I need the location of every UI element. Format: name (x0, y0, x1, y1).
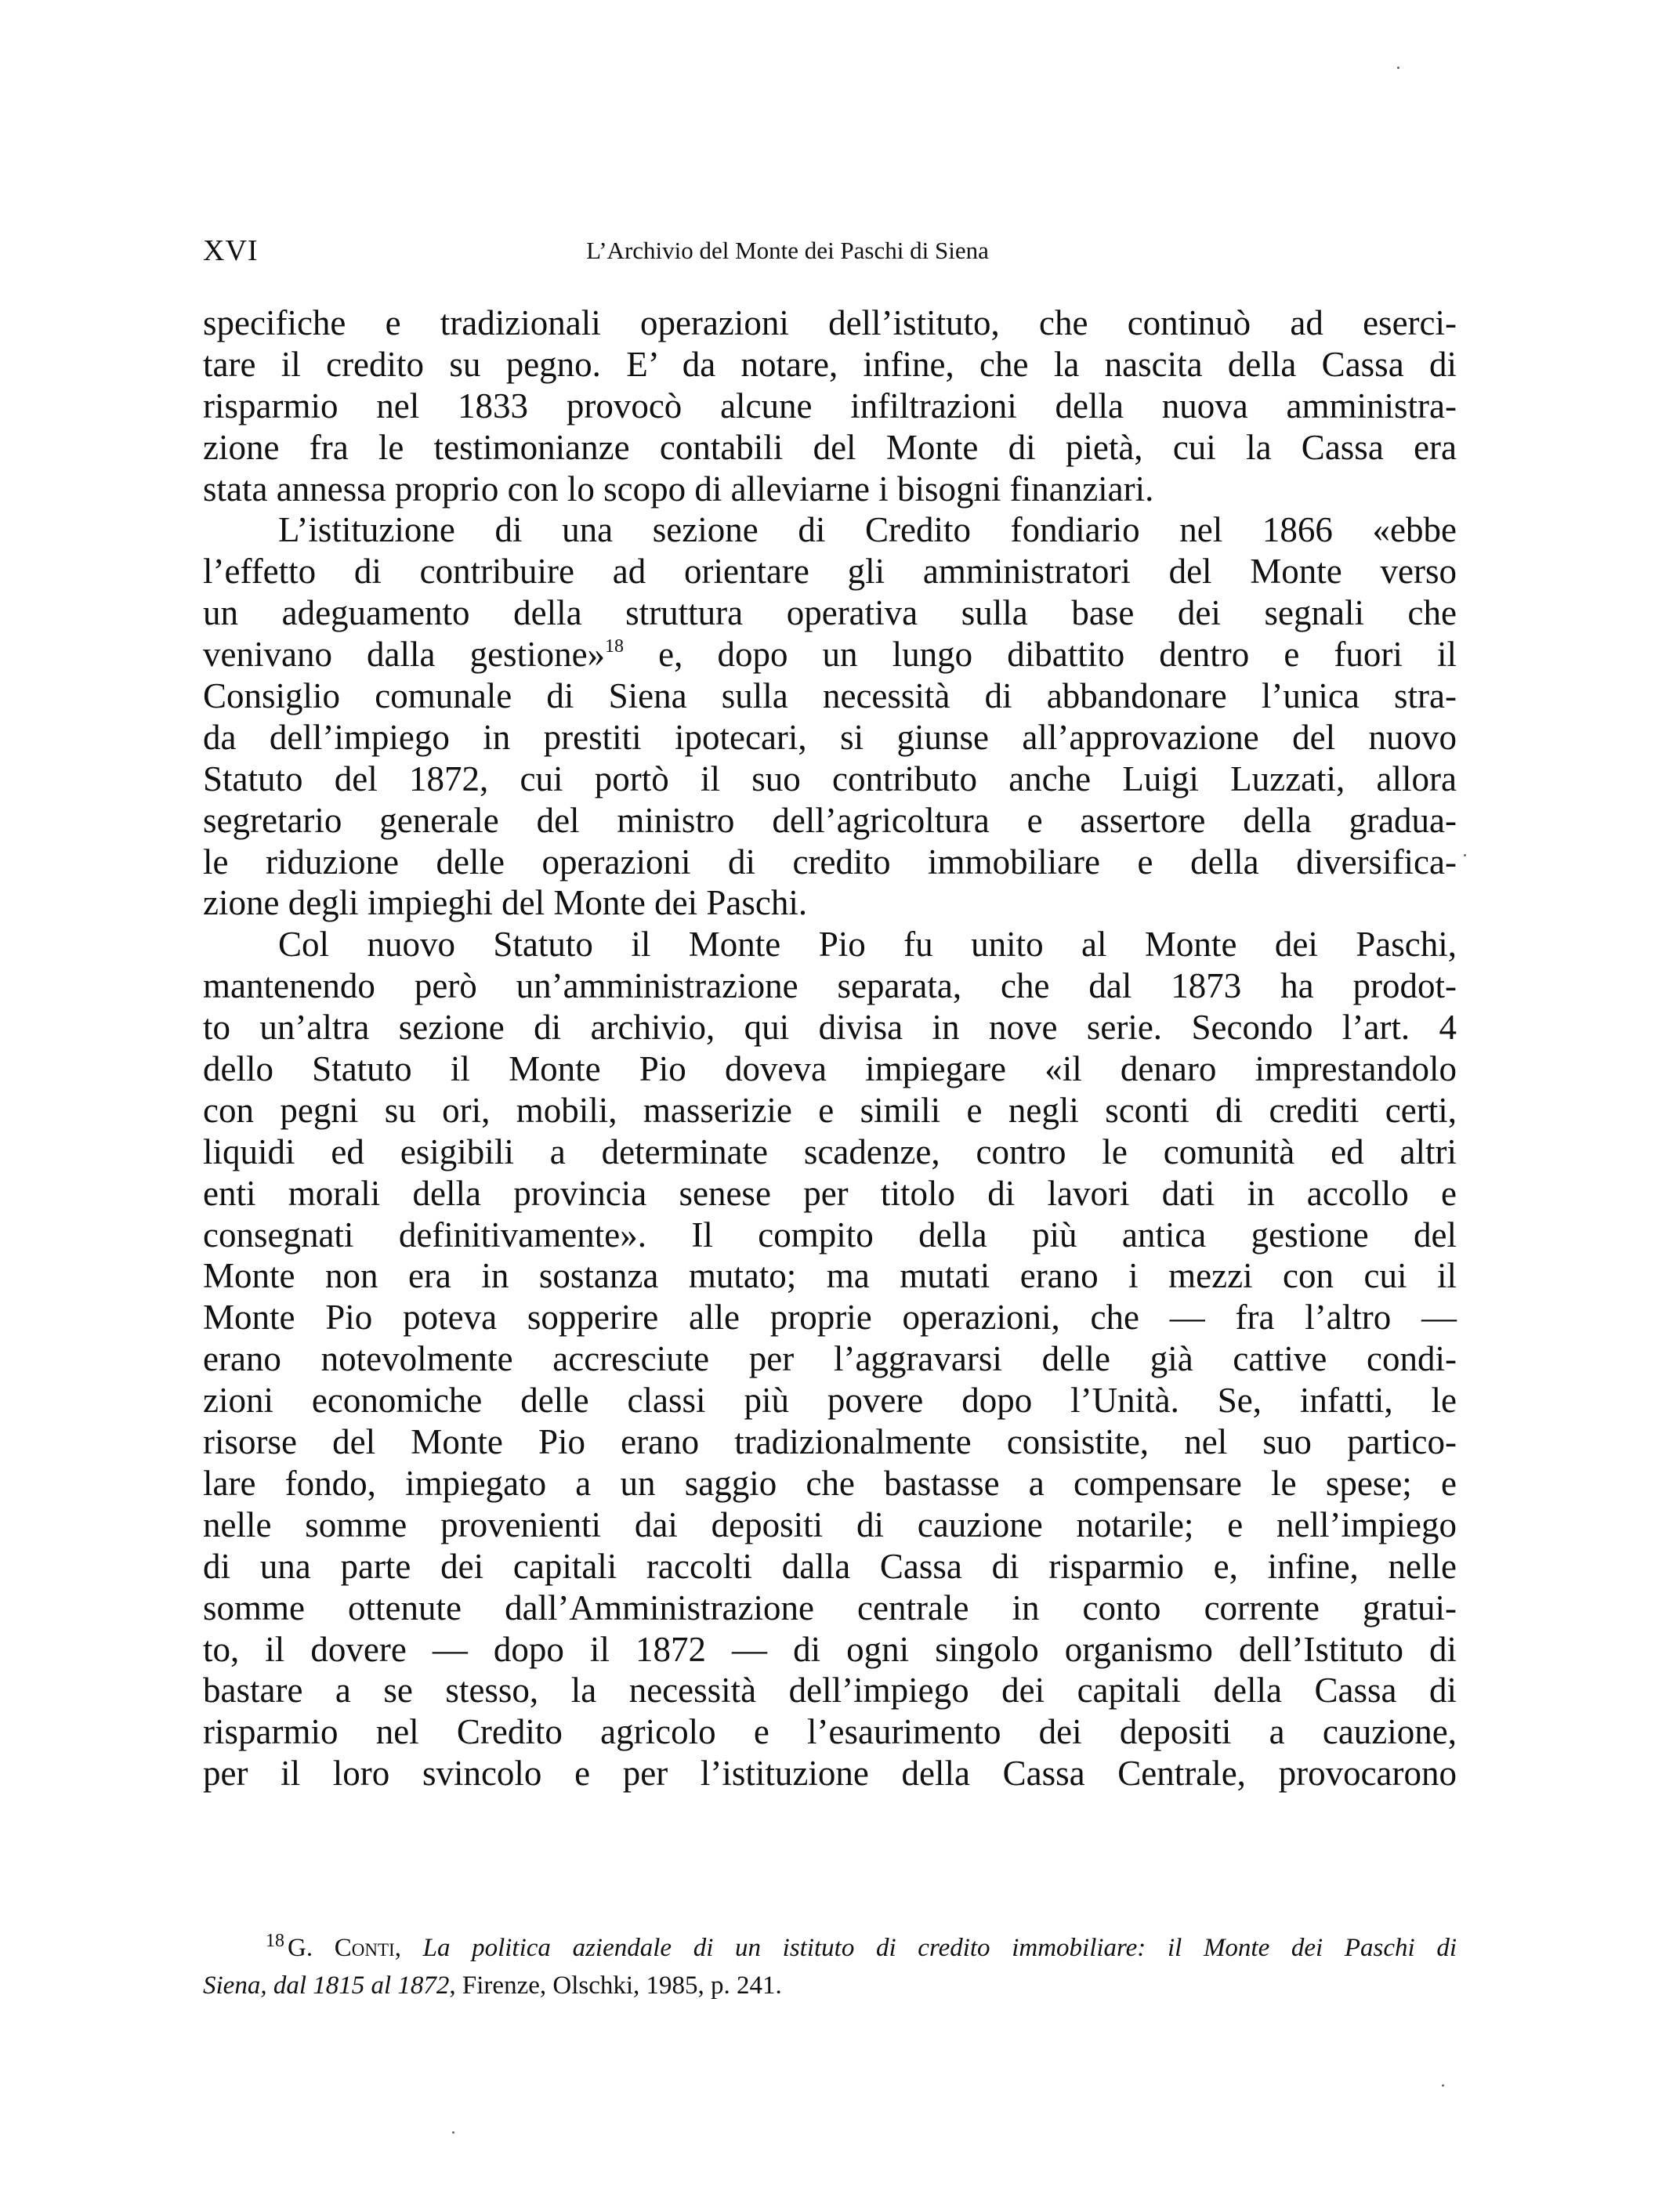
page-number: XVI (203, 234, 259, 267)
text-line: Statuto del 1872, cui portò il suo contributo anche Luigi Luzzati, allora (203, 758, 1457, 798)
footnote (203, 1929, 1457, 2004)
footnote-author-initial: G. (288, 1934, 335, 1962)
text-line: erano notevolmente accresciute per l’aggravarsi delle già cattive condi- (203, 1339, 1457, 1379)
text-line: liquidi ed esigibili a determinate scadenze, contro le comunità ed altri (203, 1131, 1457, 1171)
text-line: zione fra le testimonianze contabili del Monte di pietà, cui la Cassa era (203, 427, 1457, 467)
footnote-line (203, 1967, 1457, 2004)
text-segment: venivano dalla gestione» (203, 635, 606, 675)
footnote-title: La politica aziendale di un istituto di credito immobiliare: il Monte dei Paschi di (422, 1934, 1457, 1962)
footnote-reference[interactable]: 18 (605, 636, 625, 657)
running-head-title: L’Archivio del Monte dei Paschi di Siena (586, 237, 989, 264)
text-line: somme ottenute dall’Amministrazione centrale in conto corrente gratui- (203, 1588, 1457, 1627)
text-line: Consiglio comunale di Siena sulla necessità di abbandonare l’unica stra- (203, 676, 1457, 716)
body-text (203, 302, 1457, 1794)
text-line: dello Statuto il Monte Pio doveva impiegare «il denaro imprestandolo (203, 1049, 1457, 1089)
footnote-publication: , Firenze, Olschki, 1985, p. 241. (449, 1971, 782, 2000)
footnote-number: 18 (266, 1931, 284, 1951)
text-line: zioni economiche delle classi più povere dopo l’Unità. Se, infatti, le (203, 1381, 1457, 1421)
text-line (203, 634, 1457, 675)
text-line: risorse del Monte Pio erano tradizionalmente consistite, nel suo partico- (203, 1422, 1457, 1462)
text-line: di una parte dei capitali raccolti dalla Cassa di risparmio e, infine, nelle (203, 1546, 1457, 1586)
text-line: Monte Pio poteva sopperire alle proprie operazioni, che — fra l’altro — (203, 1298, 1457, 1338)
text-line: consegnati definitivamente». Il compito della più antica gestione del (203, 1215, 1457, 1254)
text-line: L’istituzione di una sezione di Credito fondiario nel 1866 «ebbe (278, 510, 1457, 550)
text-line: per il loro svincolo e per l’istituzione della Cassa Centrale, provocarono (203, 1754, 1457, 1794)
text-line: risparmio nel Credito agricolo e l’esaurimento dei depositi a cauzione, (203, 1712, 1457, 1752)
text-line: con pegni su ori, mobili, masserizie e simili e negli sconti di crediti certi, (203, 1090, 1457, 1130)
text-line: specifiche e tradizionali operazioni dell’istituto, che continuò ad eserci- (203, 303, 1457, 342)
text-line: mantenendo però un’amministrazione separata, che dal 1873 ha prodot- (203, 966, 1457, 1006)
text-line: enti morali della provincia senese per titolo di lavori dati in accollo e (203, 1173, 1457, 1213)
footnote-separator: , (394, 1934, 423, 1962)
scan-speck (1442, 2084, 1444, 2087)
text-line: un adeguamento della struttura operativa sulla base dei segnali che (203, 593, 1457, 633)
text-line: bastare a se stesso, la necessità dell’impiego dei capitali della Cassa di (203, 1671, 1457, 1711)
text-line: da dell’impiego in prestiti ipotecari, si giunse all’approvazione del nuovo (203, 717, 1457, 757)
text-line: Monte non era in sostanza mutato; ma mutati erano i mezzi con cui il (203, 1256, 1457, 1296)
paragraph (203, 302, 1457, 509)
text-line: zione degli impieghi del Monte dei Paschi. (203, 883, 808, 923)
footnote-author-surname: Conti (334, 1934, 395, 1962)
text-line: Col nuovo Statuto il Monte Pio fu unito al Monte dei Paschi, (278, 925, 1457, 965)
text-segment: e, dopo un lungo dibattito dentro e fuori il (624, 635, 1457, 675)
text-line: to, il dovere — dopo il 1872 — di ogni singolo organismo dell’Istituto di (203, 1629, 1457, 1669)
text-line: nelle somme provenienti dai depositi di cauzione notarile; e nell’impiego (203, 1504, 1457, 1544)
text-line: tare il credito su pegno. E’ da notare, infine, che la nascita della Cassa di (203, 344, 1457, 384)
paragraph (203, 509, 1457, 924)
text-line: l’effetto di contribuire ad orientare gli amministratori del Monte verso (203, 552, 1457, 592)
scan-speck (1464, 854, 1466, 856)
scan-speck (452, 2131, 454, 2134)
scan-speck (1397, 67, 1399, 69)
footnote-line (203, 1929, 1457, 1967)
paragraph (203, 924, 1457, 1794)
footnote-title-continued: Siena, dal 1815 al 1872 (203, 1971, 450, 2000)
text-line: risparmio nel 1833 provocò alcune infiltrazioni della nuova amministra- (203, 386, 1457, 425)
text-line: segretario generale del ministro dell’agricoltura e assertore della gradua- (203, 800, 1457, 840)
text-line: stata annessa proprio con lo scopo di alleviarne i bisogni finanziari. (203, 469, 1154, 509)
text-line: le riduzione delle operazioni di credito immobiliare e della diversifica- (203, 842, 1457, 882)
text-line: lare fondo, impiegato a un saggio che bastasse a compensare le spese; e (203, 1463, 1457, 1503)
text-line: to un’altra sezione di archivio, qui divisa in nove serie. Secondo l’art. 4 (203, 1008, 1457, 1048)
